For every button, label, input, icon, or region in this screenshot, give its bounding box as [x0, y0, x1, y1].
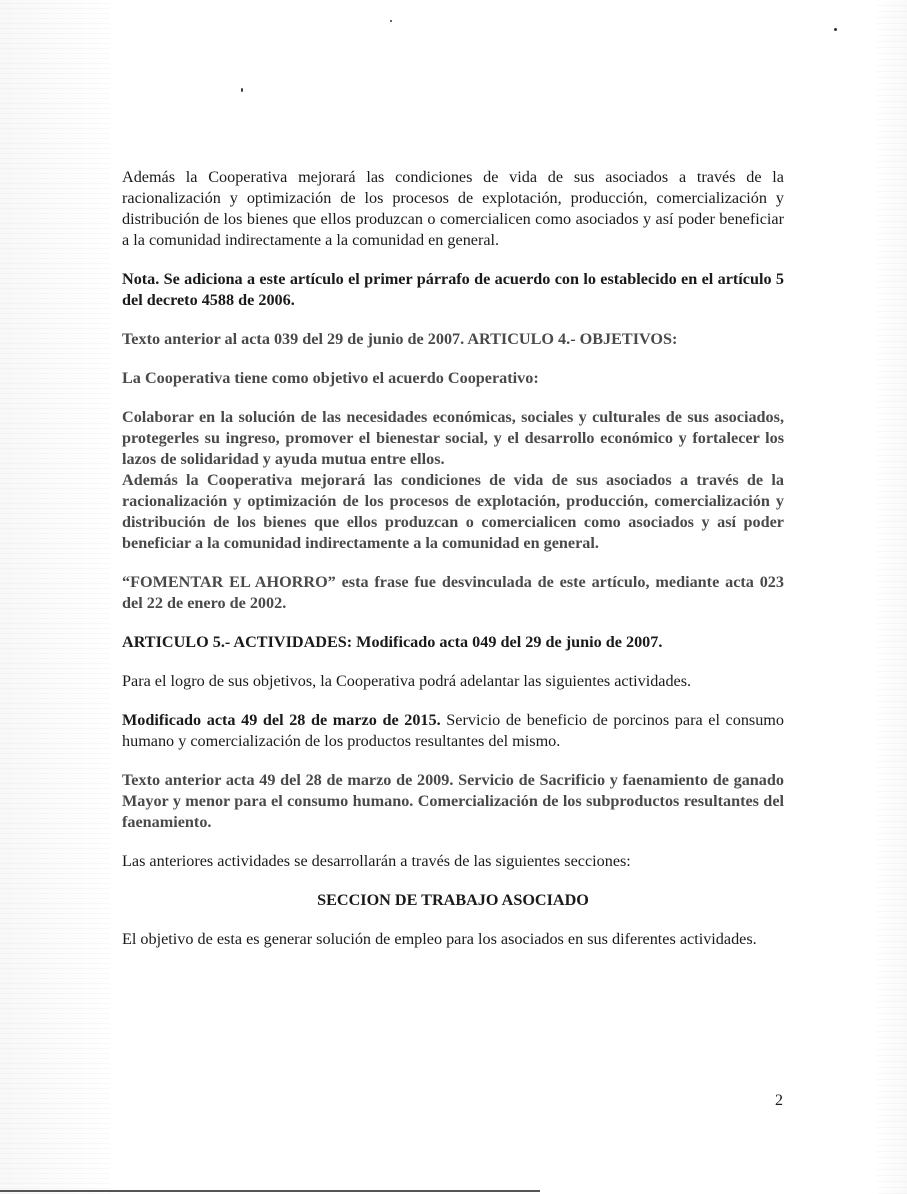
- modificado-bold: Modificado acta 49 del 28 de marzo de 2015.: [122, 711, 441, 729]
- paragraph-fomentar-ahorro: “FOMENTAR EL AHORRO” esta frase fue desvinculada de este artículo, mediante acta 023 del 22 de enero de 2002.: [122, 573, 784, 612]
- scan-speck: [241, 88, 243, 92]
- section-title: SECCION DE TRABAJO ASOCIADO: [317, 891, 589, 909]
- paragraph-logro: Para el logro de sus objetivos, la Cooperativa podrá adelantar las siguientes actividades.: [122, 672, 692, 690]
- scan-speck: [834, 28, 837, 31]
- scan-edge-right: [877, 0, 907, 1194]
- page-number: 2: [775, 1092, 783, 1109]
- scan-edge-left: [0, 0, 110, 1194]
- paragraph-modificado: [122, 710, 784, 752]
- paragraph-nota: Nota. Se adiciona a este artículo el primer párrafo de acuerdo con lo establecido en el artículo 5 del decreto 4588 de 2006.: [122, 270, 784, 309]
- paragraph-anteriores: Las anteriores actividades se desarrollarán a través de las siguientes secciones:: [122, 852, 631, 870]
- paragraph-colaborar: Colaborar en la solución de las necesidades económicas, sociales y culturales de sus asociados, protegerles su ingreso, promover el bienestar social, y el desarrollo económico y fortalecer los lazos de solidaridad y ayuda mutua entre ellos.: [122, 408, 784, 468]
- paragraph-texto-anterior-objetivos: Texto anterior al acta 039 del 29 de junio de 2007. ARTICULO 4.- OBJETIVOS:: [122, 330, 678, 348]
- heading-articulo-5: ARTICULO 5.- ACTIVIDADES: Modificado acta 049 del 29 de junio de 2007.: [122, 633, 663, 651]
- modificado-rest: Servicio de beneficio de porcinos para el consumo humano y comercialización de los productos resultantes del mismo.: [122, 711, 784, 750]
- paragraph-objetivo-seccion: El objetivo de esta es generar solución de empleo para los asociados en sus diferentes actividades.: [122, 930, 757, 948]
- paragraph-objetivo-intro: La Cooperativa tiene como objetivo el acuerdo Cooperativo:: [122, 369, 539, 387]
- scan-bottom-line: [0, 1190, 540, 1192]
- paragraph-texto-anterior-actividades: Texto anterior acta 49 del 28 de marzo de 2009. Servicio de Sacrificio y faenamiento de ganado Mayor y menor para el consumo humano. Comercialización de los subproductos resultantes del faenamiento.: [122, 771, 784, 831]
- scan-speck: [390, 20, 392, 22]
- paragraph-ademas: Además la Cooperativa mejorará las condiciones de vida de sus asociados a través de la racionalización y optimización de los procesos de explotación, producción, comercialización y distribución de los bienes que ellos produzcan o comercialicen como asociados y así poder beneficiar a la comunidad indirectamente a la comunidad en general.: [122, 168, 784, 249]
- paragraph-ademas-bold: Además la Cooperativa mejorará las condiciones de vida de sus asociados a través de la racionalización y optimización de los procesos de explotación, producción, comercialización y distribución de los bienes que ellos produzcan o comercialicen como asociados y así poder beneficiar a la comunidad indirectamente a la comunidad en general.: [122, 471, 784, 552]
- document-body: [122, 167, 784, 968]
